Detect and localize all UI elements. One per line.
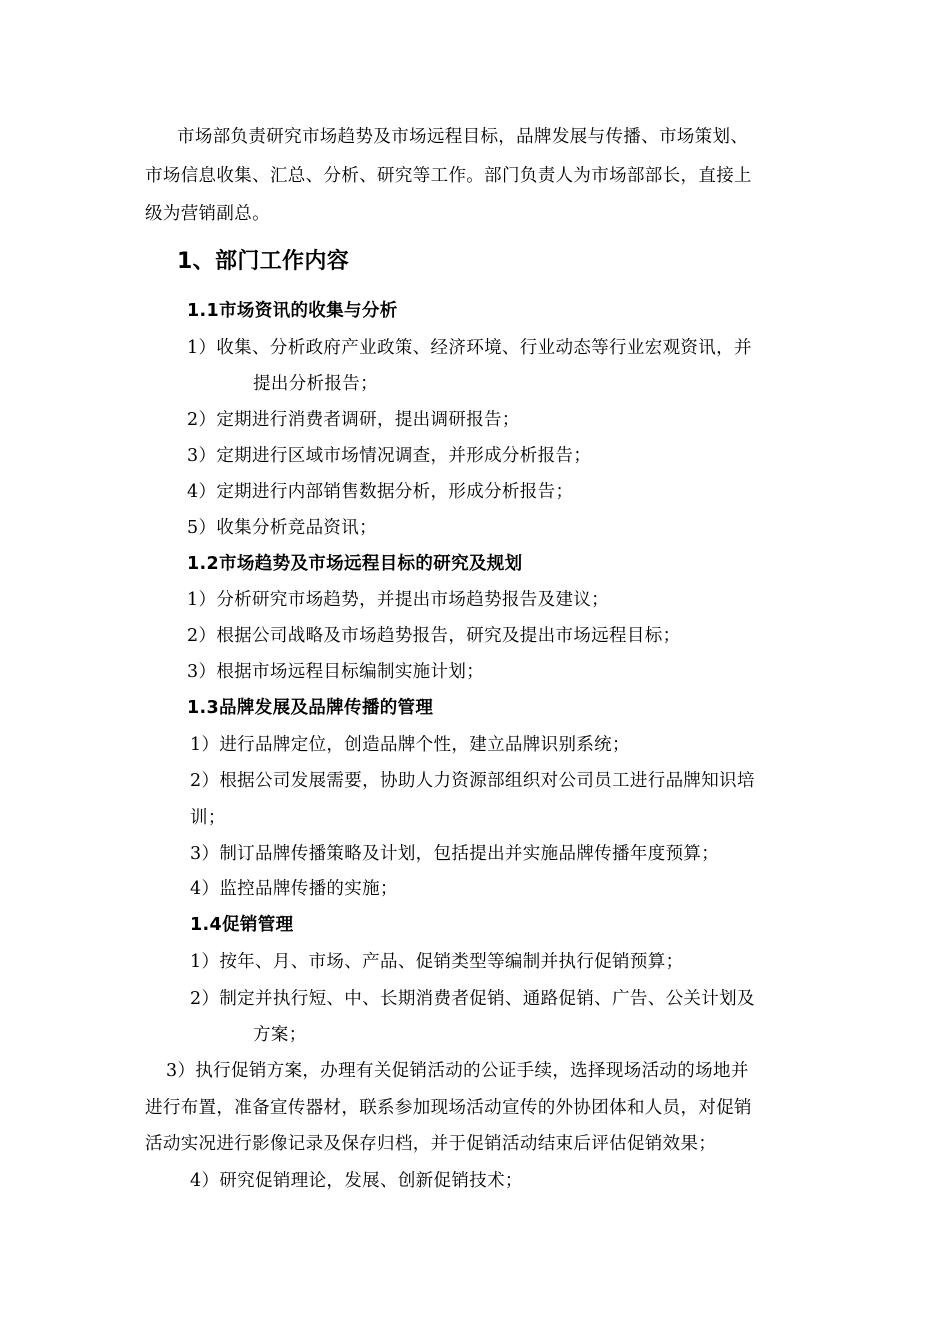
list-item: 4）研究促销理论，发展、创新促销技术；	[190, 1171, 523, 1191]
list-item: 2）根据公司战略及市场趋势报告，研究及提出市场远程目标；	[187, 626, 681, 646]
intro-line-2: 市场信息收集、汇总、分析、研究等工作。部门负责人为市场部部长，直接上	[145, 166, 752, 186]
list-item: 1）按年、月、市场、产品、促销类型等编制并执行促销预算；	[190, 952, 684, 972]
list-item-continuation: 进行布置，准备宣传器材，联系参加现场活动宣传的外协团体和人员，对促销	[145, 1098, 752, 1118]
list-item-continuation: 提出分析报告；	[253, 374, 378, 394]
list-item: 2）根据公司发展需要，协助人力资源部组织对公司员工进行品牌知识培	[190, 771, 755, 791]
list-item: 3）根据市场远程目标编制实施计划；	[187, 662, 485, 682]
list-item: 4）监控品牌传播的实施；	[190, 879, 398, 899]
list-item-continuation: 训；	[190, 808, 226, 828]
subsection-heading-1-1: 1.1市场资讯的收集与分析	[187, 301, 398, 321]
intro-line-3: 级为营销副总。	[145, 204, 270, 224]
list-item: 1）进行品牌定位，创造品牌个性，建立品牌识别系统；	[190, 735, 630, 755]
list-item: 5）收集分析竞品资讯；	[187, 518, 377, 538]
subsection-heading-1-3: 1.3品牌发展及品牌传播的管理	[187, 698, 434, 718]
intro-line-1: 市场部负责研究市场趋势及市场远程目标，品牌发展与传播、市场策划、	[177, 127, 749, 147]
subsection-heading-1-2: 1.2市场趋势及市场远程目标的研究及规划	[187, 554, 523, 574]
list-item-continuation: 活动实况进行影像记录及保存归档，并于促销活动结束后评估促销效果；	[145, 1134, 717, 1154]
subsection-heading-1-4: 1.4促销管理	[190, 915, 294, 935]
list-item: 1）分析研究市场趋势，并提出市场趋势报告及建议；	[187, 590, 610, 610]
list-item-continuation: 方案；	[253, 1025, 307, 1045]
list-item: 1）收集、分析政府产业政策、经济环境、行业动态等行业宏观资讯，并	[187, 338, 752, 358]
list-item: 2）制定并执行短、中、长期消费者促销、通路促销、广告、公关计划及	[190, 989, 755, 1009]
list-item: 3）执行促销方案，办理有关促销活动的公证手续，选择现场活动的场地并	[166, 1061, 749, 1081]
list-item: 4）定期进行内部销售数据分析，形成分析报告；	[187, 482, 574, 502]
list-item: 3）制订品牌传播策略及计划，包括提出并实施品牌传播年度预算；	[190, 844, 720, 864]
section-heading-1: 1、部门工作内容	[177, 249, 350, 274]
list-item: 2）定期进行消费者调研，提出调研报告；	[187, 410, 520, 430]
list-item: 3）定期进行区域市场情况调查，并形成分析报告；	[187, 446, 592, 466]
